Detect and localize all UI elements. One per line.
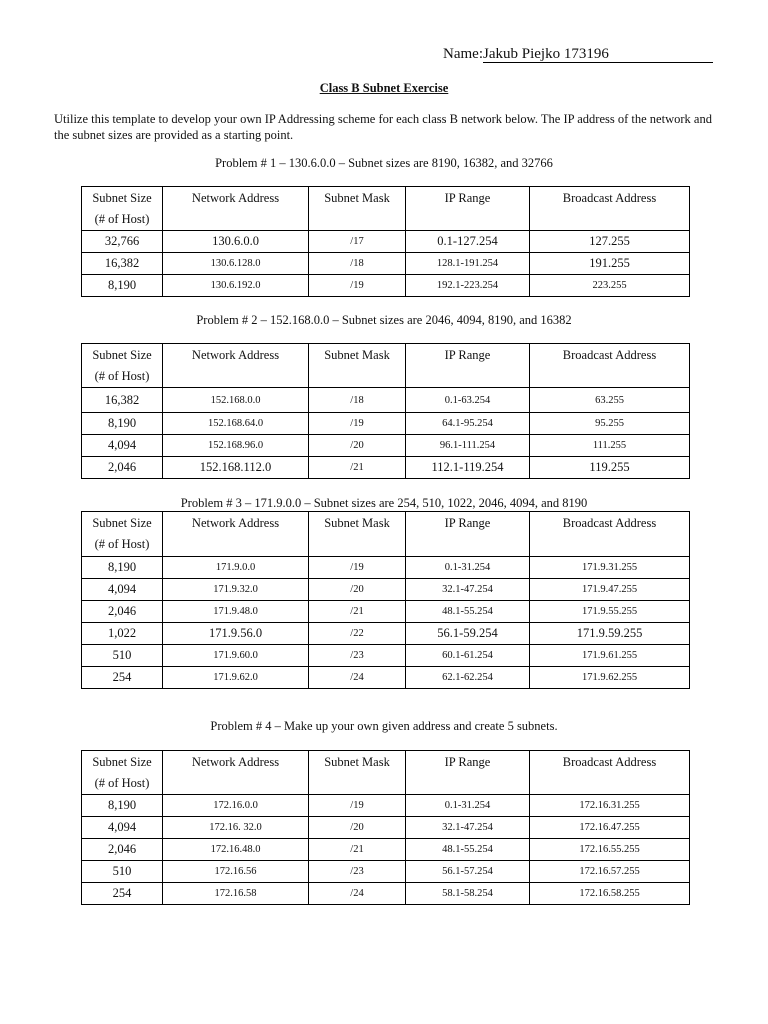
- col-range-header: IP Range: [406, 751, 530, 795]
- cell-mask: /19: [309, 275, 406, 297]
- cell-broadcast: 223.255: [530, 275, 690, 297]
- cell-size: 2,046: [82, 601, 163, 623]
- table-row: [82, 795, 690, 817]
- cell-mask: /23: [309, 645, 406, 667]
- name-line: [443, 46, 713, 63]
- cell-range: 62.1-62.254: [406, 667, 530, 689]
- cell-network: 130.6.0.0: [163, 231, 309, 253]
- table-row: [82, 388, 690, 413]
- cell-network: 152.168.64.0: [163, 413, 309, 435]
- cell-broadcast: 111.255: [530, 435, 690, 457]
- cell-size: 254: [82, 883, 163, 905]
- header-row: [82, 751, 690, 795]
- header-row: [82, 344, 690, 388]
- cell-network: 172.16.56: [163, 861, 309, 883]
- table-row: [82, 861, 690, 883]
- cell-mask: /19: [309, 413, 406, 435]
- cell-size: 16,382: [82, 253, 163, 275]
- table-row: [82, 457, 690, 479]
- cell-network: 152.168.96.0: [163, 435, 309, 457]
- col-range-header: IP Range: [406, 187, 530, 231]
- cell-network: 171.9.56.0: [163, 623, 309, 645]
- table-row: [82, 557, 690, 579]
- cell-broadcast: 171.9.59.255: [530, 623, 690, 645]
- cell-network: 171.9.0.0: [163, 557, 309, 579]
- header-row: [82, 512, 690, 557]
- cell-size: 2,046: [82, 457, 163, 479]
- cell-range: 48.1-55.254: [406, 839, 530, 861]
- cell-broadcast: 171.9.62.255: [530, 667, 690, 689]
- col-mask-header: Subnet Mask: [309, 512, 406, 557]
- col-size-header: Subnet Size (# of Host): [82, 512, 163, 557]
- cell-size: 510: [82, 645, 163, 667]
- problem-3-table: [81, 511, 690, 689]
- cell-size: 8,190: [82, 275, 163, 297]
- cell-size: 4,094: [82, 579, 163, 601]
- col-mask-header: Subnet Mask: [309, 344, 406, 388]
- cell-mask: /21: [309, 457, 406, 479]
- cell-network: 152.168.112.0: [163, 457, 309, 479]
- cell-broadcast: 171.9.55.255: [530, 601, 690, 623]
- table-row: [82, 645, 690, 667]
- cell-mask: /20: [309, 435, 406, 457]
- col-size-header: Subnet Size (# of Host): [82, 751, 163, 795]
- cell-range: 60.1-61.254: [406, 645, 530, 667]
- col-network-header: Network Address: [163, 512, 309, 557]
- cell-mask: /24: [309, 883, 406, 905]
- cell-broadcast: 172.16.55.255: [530, 839, 690, 861]
- name-label: Name:: [443, 46, 483, 62]
- cell-size: 254: [82, 667, 163, 689]
- cell-broadcast: 127.255: [530, 231, 690, 253]
- col-mask-header: Subnet Mask: [309, 187, 406, 231]
- table-row: [82, 623, 690, 645]
- cell-range: 112.1-119.254: [406, 457, 530, 479]
- cell-range: 0.1-63.254: [406, 388, 530, 413]
- cell-mask: /23: [309, 861, 406, 883]
- problem-4-caption: Problem # 4 – Make up your own given address and create 5 subnets.: [210, 719, 558, 733]
- cell-network: 171.9.62.0: [163, 667, 309, 689]
- col-range-header: IP Range: [406, 344, 530, 388]
- cell-range: 192.1-223.254: [406, 275, 530, 297]
- problem-3-caption: Problem # 3 – 171.9.0.0 – Subnet sizes are 254, 510, 1022, 2046, 4094, and 8190: [180, 496, 588, 510]
- cell-range: 58.1-58.254: [406, 883, 530, 905]
- cell-broadcast: 119.255: [530, 457, 690, 479]
- col-range-header: IP Range: [406, 512, 530, 557]
- table-row: [82, 883, 690, 905]
- table-row: [82, 601, 690, 623]
- cell-range: 128.1-191.254: [406, 253, 530, 275]
- cell-network: 172.16.48.0: [163, 839, 309, 861]
- col-broadcast-header: Broadcast Address: [530, 751, 690, 795]
- cell-broadcast: 172.16.31.255: [530, 795, 690, 817]
- cell-size: 4,094: [82, 435, 163, 457]
- cell-network: 172.16.58: [163, 883, 309, 905]
- page-title: Class B Subnet Exercise: [319, 81, 449, 95]
- cell-size: 2,046: [82, 839, 163, 861]
- cell-network: 130.6.192.0: [163, 275, 309, 297]
- cell-broadcast: 171.9.31.255: [530, 557, 690, 579]
- cell-network: 171.9.48.0: [163, 601, 309, 623]
- col-broadcast-header: Broadcast Address: [530, 344, 690, 388]
- cell-range: 32.1-47.254: [406, 817, 530, 839]
- cell-size: 32,766: [82, 231, 163, 253]
- cell-mask: /21: [309, 839, 406, 861]
- cell-range: 0.1-31.254: [406, 795, 530, 817]
- cell-size: 8,190: [82, 413, 163, 435]
- cell-broadcast: 172.16.47.255: [530, 817, 690, 839]
- problem-1-caption: Problem # 1 – 130.6.0.0 – Subnet sizes are 8190, 16382, and 32766: [215, 156, 553, 170]
- cell-mask: /20: [309, 579, 406, 601]
- cell-range: 0.1-31.254: [406, 557, 530, 579]
- cell-size: 8,190: [82, 795, 163, 817]
- cell-network: 152.168.0.0: [163, 388, 309, 413]
- table-row: [82, 253, 690, 275]
- cell-broadcast: 171.9.61.255: [530, 645, 690, 667]
- col-size-header: Subnet Size (# of Host): [82, 187, 163, 231]
- cell-range: 64.1-95.254: [406, 413, 530, 435]
- table-row: [82, 435, 690, 457]
- table-row: [82, 817, 690, 839]
- cell-size: 510: [82, 861, 163, 883]
- col-size-header: Subnet Size (# of Host): [82, 344, 163, 388]
- table-row: [82, 579, 690, 601]
- cell-network: 172.16.0.0: [163, 795, 309, 817]
- col-broadcast-header: Broadcast Address: [530, 512, 690, 557]
- col-network-header: Network Address: [163, 344, 309, 388]
- col-mask-header: Subnet Mask: [309, 751, 406, 795]
- cell-broadcast: 172.16.58.255: [530, 883, 690, 905]
- col-network-header: Network Address: [163, 187, 309, 231]
- col-broadcast-header: Broadcast Address: [530, 187, 690, 231]
- col-network-header: Network Address: [163, 751, 309, 795]
- table-row: [82, 231, 690, 253]
- cell-range: 48.1-55.254: [406, 601, 530, 623]
- cell-broadcast: 63.255: [530, 388, 690, 413]
- cell-range: 56.1-57.254: [406, 861, 530, 883]
- cell-broadcast: 172.16.57.255: [530, 861, 690, 883]
- cell-size: 8,190: [82, 557, 163, 579]
- cell-mask: /22: [309, 623, 406, 645]
- table-row: [82, 667, 690, 689]
- cell-mask: /21: [309, 601, 406, 623]
- cell-broadcast: 95.255: [530, 413, 690, 435]
- cell-size: 1,022: [82, 623, 163, 645]
- cell-range: 56.1-59.254: [406, 623, 530, 645]
- cell-mask: /18: [309, 253, 406, 275]
- cell-mask: /17: [309, 231, 406, 253]
- cell-broadcast: 191.255: [530, 253, 690, 275]
- cell-mask: /18: [309, 388, 406, 413]
- cell-network: 172.16. 32.0: [163, 817, 309, 839]
- name-value: Jakub Piejko 173196: [483, 46, 713, 63]
- cell-mask: /20: [309, 817, 406, 839]
- cell-mask: /19: [309, 795, 406, 817]
- table-row: [82, 275, 690, 297]
- cell-size: 16,382: [82, 388, 163, 413]
- problem-2-caption: Problem # 2 – 152.168.0.0 – Subnet sizes are 2046, 4094, 8190, and 16382: [196, 313, 572, 327]
- header-row: [82, 187, 690, 231]
- cell-broadcast: 171.9.47.255: [530, 579, 690, 601]
- intro-paragraph: Utilize this template to develop your own IP Addressing scheme for each class B network below. The IP address of the network and the subnet sizes are provided as a starting point.: [54, 112, 712, 142]
- cell-mask: /19: [309, 557, 406, 579]
- cell-network: 171.9.60.0: [163, 645, 309, 667]
- cell-size: 4,094: [82, 817, 163, 839]
- problem-4-table: [81, 750, 690, 905]
- problem-2-table: [81, 343, 690, 479]
- table-row: [82, 839, 690, 861]
- cell-range: 96.1-111.254: [406, 435, 530, 457]
- cell-network: 130.6.128.0: [163, 253, 309, 275]
- cell-mask: /24: [309, 667, 406, 689]
- cell-network: 171.9.32.0: [163, 579, 309, 601]
- problem-1-table: [81, 186, 690, 297]
- table-row: [82, 413, 690, 435]
- cell-range: 32.1-47.254: [406, 579, 530, 601]
- cell-range: 0.1-127.254: [406, 231, 530, 253]
